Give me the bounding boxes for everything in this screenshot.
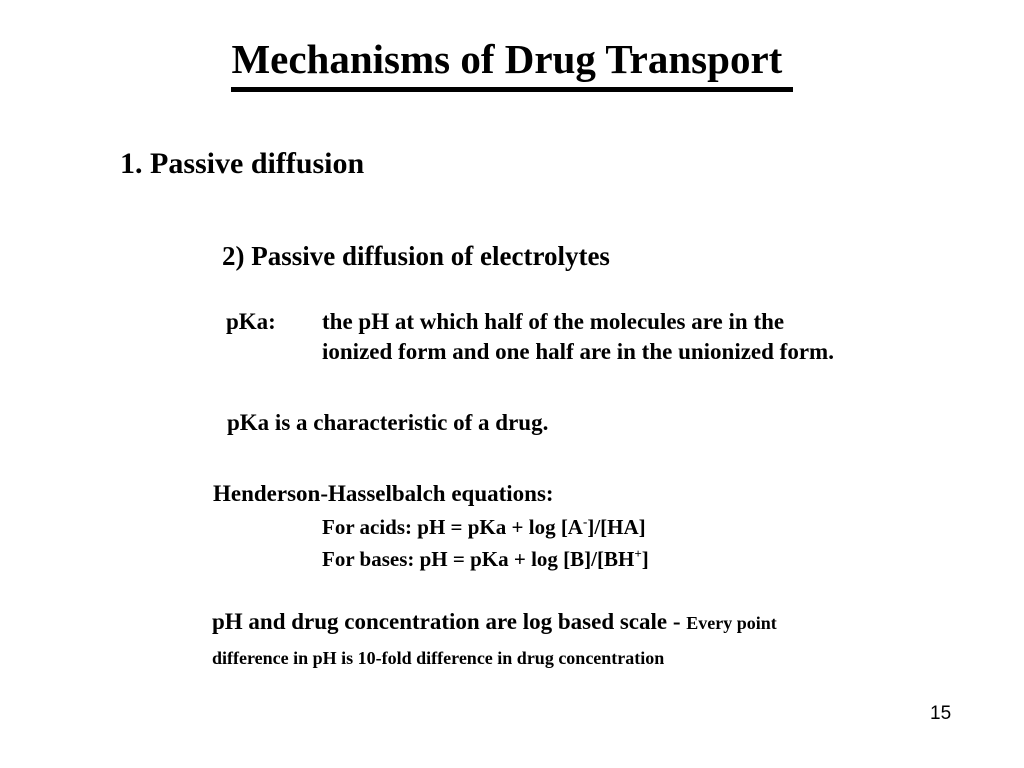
- henderson-hasselbalch-equations: [322, 512, 649, 576]
- equation-bases-prefix: For bases: pH = pKa + log [B]/[BH: [322, 546, 635, 571]
- log-scale-continuation-inline: Every point: [686, 613, 777, 633]
- equation-acids: [322, 512, 649, 544]
- pka-characteristic-text: pKa is a characteristic of a drug.: [227, 410, 549, 435]
- pka-definition-line-1: the pH at which half of the molecules are in the: [322, 309, 785, 334]
- bullet-level2-electrolytes: 2) Passive diffusion of electrolytes: [222, 241, 610, 271]
- log-scale-continuation-line: difference in pH is 10-fold difference in drug concentration: [212, 648, 665, 669]
- equation-bases-suffix: ]: [641, 546, 649, 571]
- slide-title: [0, 38, 1024, 81]
- slide-title-text: Mechanisms of Drug Transport: [231, 36, 792, 92]
- equation-acids-suffix: ]/[HA]: [587, 515, 646, 539]
- log-scale-emphasis: pH and drug concentration are log based scale -: [212, 609, 687, 634]
- pka-definition-line-2: ionized form and one half are in the unionized form.: [322, 339, 834, 365]
- equation-bases: [322, 544, 649, 576]
- equation-acids-prefix: For acids: pH = pKa + log [A: [322, 515, 583, 539]
- pka-definition-block: [226, 307, 986, 368]
- pka-term-label: pKa:: [226, 309, 276, 334]
- equation-bases-superscript: +: [634, 545, 642, 561]
- equation-acids-superscript: -: [582, 514, 588, 529]
- page-number: 15: [930, 703, 952, 724]
- henderson-hasselbalch-heading: Henderson-Hasselbalch equations:: [213, 481, 554, 506]
- log-scale-note: [212, 608, 952, 670]
- pka-definition-first-row: [226, 307, 986, 337]
- bullet-level1-passive-diffusion: 1. Passive diffusion: [120, 147, 365, 180]
